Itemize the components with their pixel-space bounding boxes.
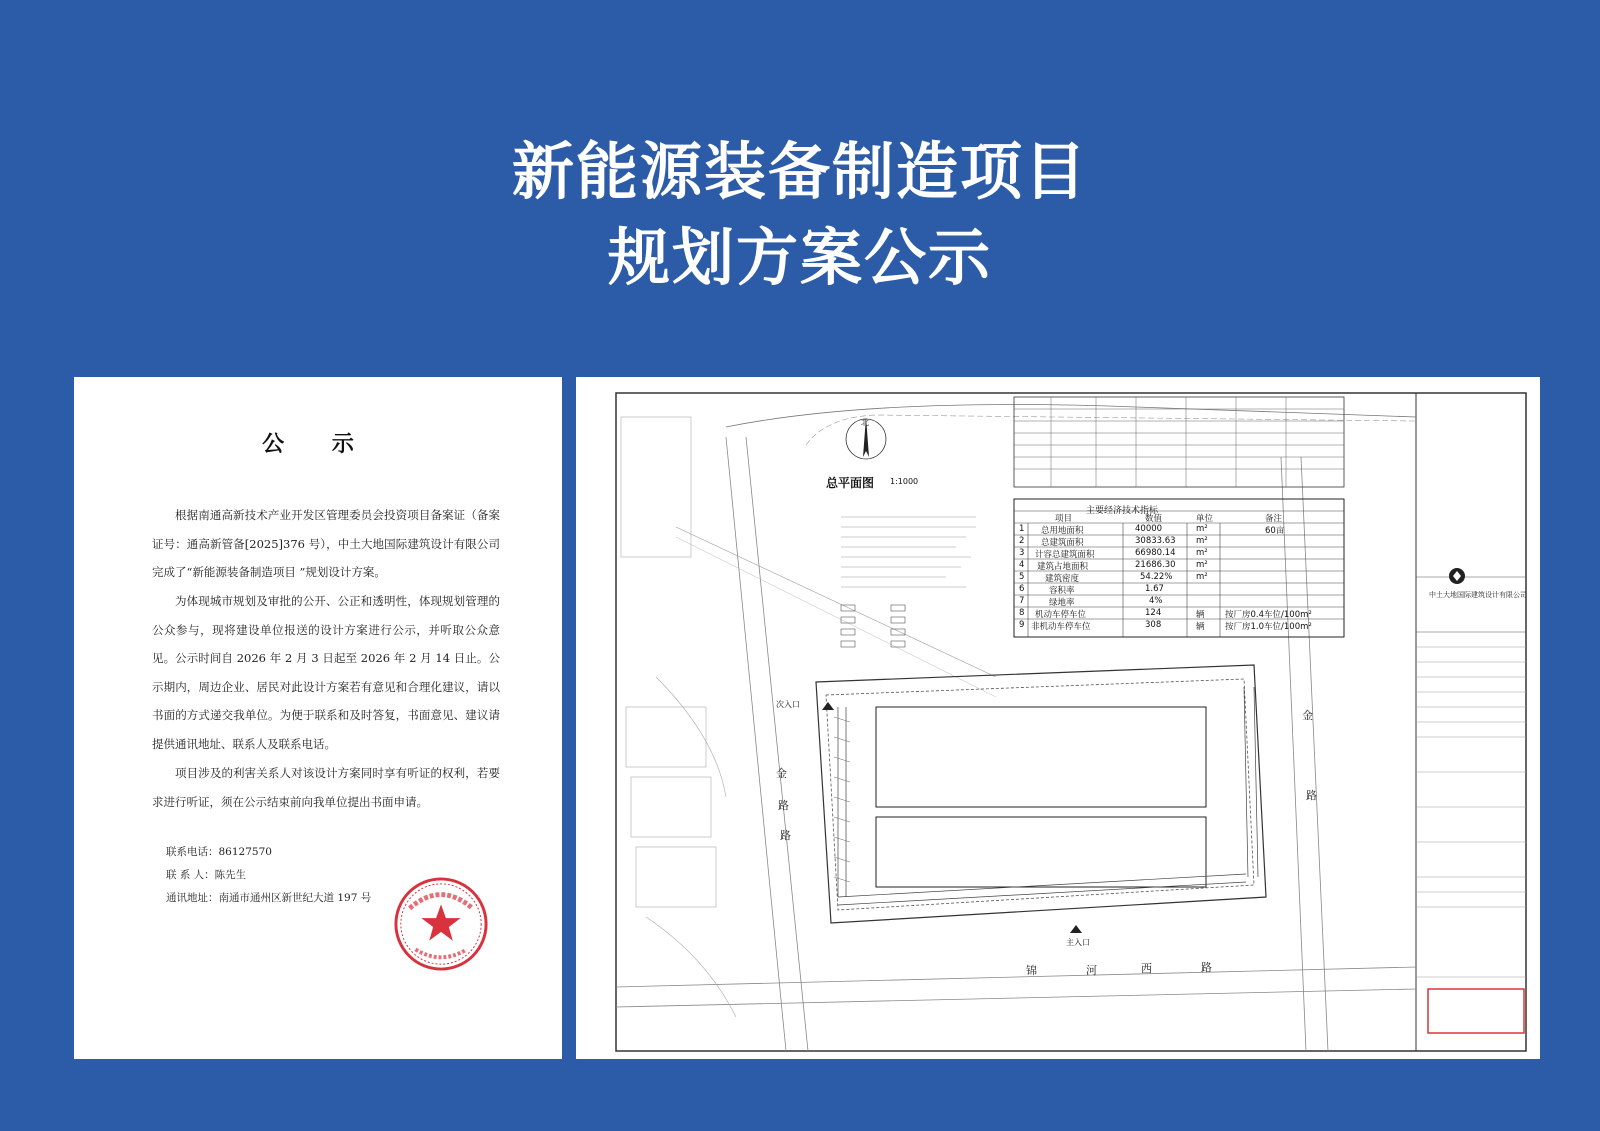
row-note: 60亩 [1265, 526, 1285, 536]
row-no: 4 [1019, 560, 1025, 570]
road-west-char-1: 金 [776, 767, 787, 780]
road-south-char-1: 锦 [1026, 964, 1037, 977]
row-item: 非机动车停车位 [1031, 622, 1091, 632]
row-unit: m² [1196, 572, 1208, 582]
header-unit: 单位 [1196, 514, 1214, 524]
row-value: 40000 [1135, 524, 1163, 534]
row-no: 2 [1019, 536, 1025, 546]
road-east-char-1: 金 [1302, 709, 1313, 722]
row-value: 4% [1149, 596, 1163, 606]
site-plan-title: 总平面图 [826, 476, 875, 490]
design-company-name: 中土大地国际建筑设计有限公司 [1429, 591, 1527, 599]
header-item: 项目 [1055, 514, 1073, 524]
row-no: 3 [1019, 548, 1025, 558]
official-seal-icon [392, 875, 490, 973]
row-value: 21686.30 [1135, 560, 1176, 570]
north-label: 北 [861, 418, 869, 427]
indicator-table-title: 主要经济技术指标 [1086, 506, 1159, 516]
row-unit: m² [1196, 524, 1208, 534]
row-item: 建筑密度 [1045, 574, 1080, 584]
row-value: 30833.63 [1135, 536, 1176, 546]
south-entrance-label: 主入口 [1066, 938, 1090, 947]
notice-heading: 公 示 [262, 431, 374, 457]
road-south-char-4: 路 [1201, 961, 1212, 974]
site-plan-linework [576, 377, 1540, 1059]
row-item: 容积率 [1049, 586, 1075, 596]
road-west-char-3: 路 [780, 829, 791, 842]
row-value: 66980.14 [1135, 548, 1176, 558]
company-logo-icon [1448, 567, 1466, 585]
row-no: 6 [1019, 584, 1025, 594]
row-value: 54.22% [1140, 572, 1173, 582]
row-note: 按厂房0.4车位/100m² [1225, 610, 1312, 620]
contact-address: 通讯地址：南通市通州区新世纪大道 197 号 [166, 892, 372, 904]
row-item: 总用地面积 [1041, 526, 1084, 536]
notice-paragraph-1: 根据南通高新技术产业开发区管理委员会投资项目备案证（备案证号：通高新管备[2025]376 号），中土大地国际建筑设计有限公司完成了“新能源装备制造项目 ”规划设计方案。 [152, 508, 500, 579]
row-no: 8 [1019, 608, 1025, 618]
row-no: 9 [1019, 620, 1025, 630]
page-title-line1: 新能源装备制造项目 [511, 135, 1088, 208]
row-value: 308 [1145, 620, 1162, 630]
row-value: 1.67 [1145, 584, 1164, 594]
contact-person: 联 系 人：陈先生 [166, 869, 247, 881]
notice-paragraph-3: 项目涉及的利害关系人对该设计方案同时享有听证的权利，若要求进行听证，须在公示结束前向我单位提出书面申请。 [152, 766, 500, 809]
row-item: 计容总建筑面积 [1035, 550, 1095, 560]
road-east-char-2: 路 [1306, 789, 1317, 802]
row-no: 5 [1019, 572, 1025, 582]
site-plan-drawing [576, 377, 1540, 1059]
header-note: 备注 [1265, 514, 1283, 524]
contact-phone: 联系电话：86127570 [166, 846, 272, 858]
row-item: 机动车停车位 [1035, 610, 1087, 620]
row-unit: m² [1196, 548, 1208, 558]
row-unit: 辆 [1196, 610, 1205, 620]
road-south-char-3: 西 [1141, 962, 1152, 975]
road-west-char-2: 路 [778, 799, 789, 812]
header-value: 数值 [1145, 514, 1163, 524]
row-item: 建筑占地面积 [1037, 562, 1089, 572]
row-unit: m² [1196, 536, 1208, 546]
row-no: 1 [1019, 524, 1025, 534]
site-plan-scale: 1:1000 [890, 477, 919, 486]
row-item: 绿地率 [1049, 598, 1075, 608]
page-title-line2: 规划方案公示 [607, 221, 992, 294]
notice-document [74, 377, 562, 1059]
row-unit: 辆 [1196, 622, 1205, 632]
row-value: 124 [1145, 608, 1162, 618]
row-unit: m² [1196, 560, 1208, 570]
row-no: 7 [1019, 596, 1025, 606]
row-item: 总建筑面积 [1041, 538, 1084, 548]
row-note: 按厂房1.0车位/100m² [1225, 622, 1312, 632]
west-entrance-label: 次入口 [776, 700, 800, 709]
notice-paragraph-2: 为体现城市规划及审批的公开、公正和透明性，体现规划管理的公众参与，现将建设单位报送的设计方案进行公示，并听取公众意见。公示时间自 2026 年 2 月 3 日起至 2026 年 2 月 14 日止。公示期内，周边企业、居民对此设计方案若有意见和合理化建议，请以书面的方式递交我单位。为便于联系和及时答复，书面意见、建议请提供通讯地址、联系人及联系电话。 [152, 594, 500, 751]
road-south-char-2: 河 [1086, 964, 1097, 977]
